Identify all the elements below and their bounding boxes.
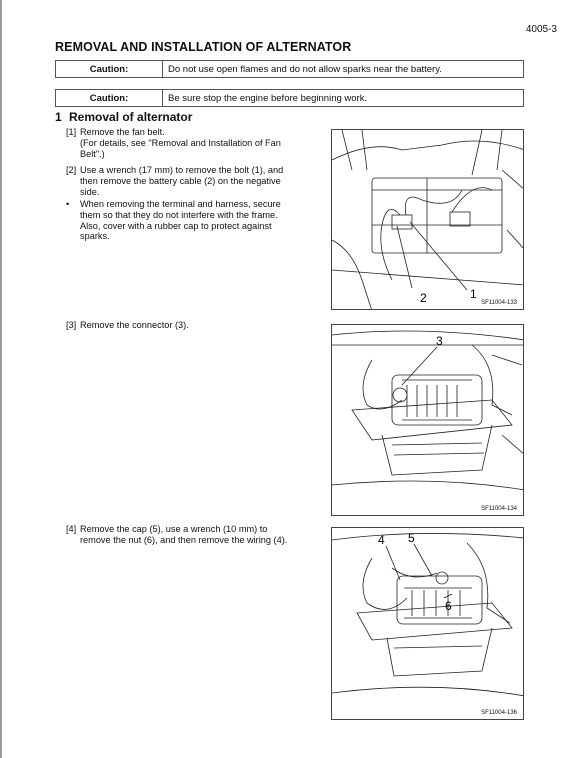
callout-4: 4 (378, 533, 385, 547)
step-text: remove the nut (6), and then remove the wiring (4). (80, 534, 288, 545)
step-tag: [1] (66, 127, 77, 137)
step-text: Remove the fan belt. (80, 127, 165, 137)
figure-battery-terminal (331, 129, 524, 310)
section-number: 1 (55, 110, 62, 124)
callout-3: 3 (436, 334, 443, 348)
caution-text: Do not use open flames and do not allow sparks near the battery. (168, 63, 442, 75)
figure-code: SF11004-134 (481, 506, 517, 512)
figure-alternator-wiring (331, 527, 524, 720)
callout-5: 5 (408, 531, 415, 545)
step-4 (66, 524, 316, 546)
note-text: When removing the terminal and harness, secure (80, 199, 281, 209)
caution-text: Be sure stop the engine before beginning work. (168, 92, 368, 104)
step-1 (66, 127, 306, 159)
page-number: 4005-3 (525, 24, 557, 35)
step-text: Remove the connector (3). (80, 320, 189, 330)
step-tag: [3] (66, 320, 77, 330)
callout-1: 1 (470, 287, 477, 301)
bullet-dot: • (66, 199, 70, 209)
note-text: them so that they do not interfere with the frame. (80, 209, 278, 220)
page-title: REMOVAL AND INSTALLATION OF ALTERNATOR (55, 40, 352, 54)
wiring-illustration (332, 528, 524, 720)
step-text: Belt".) (80, 148, 105, 159)
step-text: Use a wrench (17 mm) to remove the bolt (1), and (80, 165, 284, 175)
figure-code: SF11004-133 (481, 300, 517, 306)
step-text: side. (80, 186, 100, 197)
step-text: then remove the battery cable (2) on the negative (80, 175, 281, 186)
figure-connector (331, 324, 524, 516)
step-2 (66, 165, 306, 197)
callout-2: 2 (420, 291, 427, 305)
battery-illustration (332, 130, 524, 310)
note-text: Also, cover with a rubber cap to protect against (80, 220, 272, 231)
step-tag: [2] (66, 165, 77, 175)
note-bullet (66, 199, 296, 242)
step-3 (66, 320, 306, 331)
section-heading (55, 110, 192, 124)
page-edge (0, 0, 2, 758)
callout-6: 6 (445, 599, 452, 613)
connector-illustration (332, 325, 524, 516)
caution-box-engine (55, 89, 524, 107)
caution-label: Caution: (56, 90, 163, 106)
step-tag: [4] (66, 524, 77, 534)
caution-label: Caution: (56, 61, 163, 77)
step-text: Remove the cap (5), use a wrench (10 mm) to (80, 524, 268, 534)
note-text: sparks. (80, 231, 110, 242)
caution-box-flames (55, 60, 524, 78)
section-title: Removal of alternator (69, 110, 193, 124)
step-text: (For details, see "Removal and Installation of Fan (80, 137, 281, 148)
figure-code: SF11004-136 (481, 710, 517, 716)
